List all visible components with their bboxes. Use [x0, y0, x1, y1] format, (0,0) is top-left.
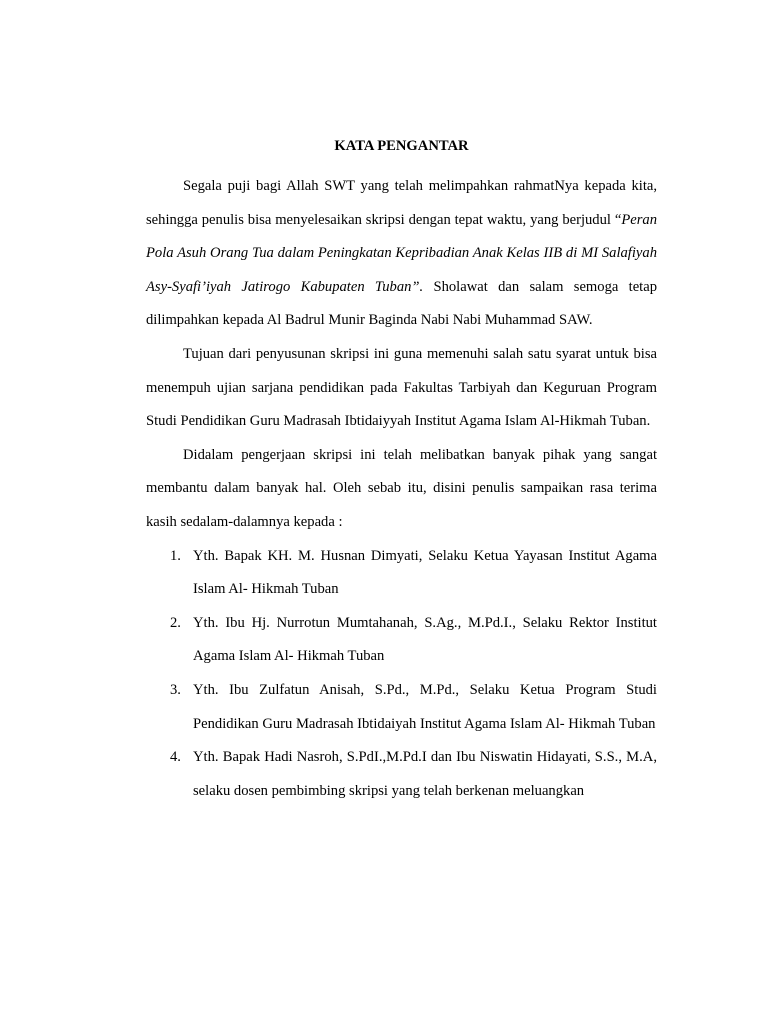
list-item — [146, 607, 657, 674]
paragraph-opening-closing: Sholawat dan salam semoga tetap dilimpahkan kepada Al Badrul Munir Baginda Nabi Nabi Muhammad SAW. — [146, 278, 657, 329]
list-item — [146, 540, 657, 607]
paragraph-opening — [146, 170, 657, 338]
acknowledgement-list — [146, 540, 657, 809]
document-content — [146, 136, 657, 808]
paragraph-opening-text: Segala puji bagi Allah SWT yang telah melimpahkan rahmatNya kepada kita, sehingga penulis bisa menyelesaikan skripsi dengan tepat waktu, yang berjudul “ — [146, 178, 657, 228]
list-item-number: 3. — [170, 681, 181, 698]
list-item — [146, 674, 657, 741]
list-item-number: 4. — [170, 749, 181, 766]
list-item — [146, 741, 657, 808]
list-item-text: Yth. Bapak KH. M. Husnan Dimyati, Selaku Ketua Yayasan Institut Agama Islam Al- Hikmah Tuban — [193, 547, 657, 598]
paragraph-thanks: Didalam pengerjaan skripsi ini telah melibatkan banyak pihak yang sangat membantu dalam banyak hal. Oleh sebab itu, disini penulis sampaikan rasa terima kasih sedalam-dalamnya kepada : — [146, 446, 657, 530]
thesis-title-italic: Peran Pola Asuh Orang Tua dalam Peningkatan Kepribadian Anak Kelas IIB di MI Salafiyah Asy-Syafi’iyah Jatirogo Kabupaten Tuban”. — [146, 211, 657, 295]
list-item-number: 1. — [170, 547, 181, 564]
paragraph-purpose: Tujuan dari penyusunan skripsi ini guna memenuhi salah satu syarat untuk bisa menempuh ujian sarjana pendidikan pada Fakultas Tarbiyah dan Keguruan Program Studi Pendidikan Guru Madrasah Ibtidaiyyah Institut Agama Islam Al-Hikmah Tuban. — [146, 345, 657, 430]
list-item-text: Yth. Bapak Hadi Nasroh, S.PdI.,M.Pd.I dan Ibu Niswatin Hidayati, S.S., M.A, selaku dosen pembimbing skripsi yang telah berkenan meluangkan — [193, 749, 657, 799]
list-item-text: Yth. Ibu Hj. Nurrotun Mumtahanah, S.Ag., M.Pd.I., Selaku Rektor Institut Agama Islam Al- Hikmah Tuban — [193, 614, 657, 665]
list-item-text: Yth. Ibu Zulfatun Anisah, S.Pd., M.Pd., Selaku Ketua Program Studi Pendidikan Guru Madrasah Ibtidaiyah Institut Agama Islam Al- Hikmah Tuban — [193, 681, 657, 732]
list-item-number: 2. — [170, 614, 181, 631]
page-title: KATA PENGANTAR — [334, 138, 469, 154]
